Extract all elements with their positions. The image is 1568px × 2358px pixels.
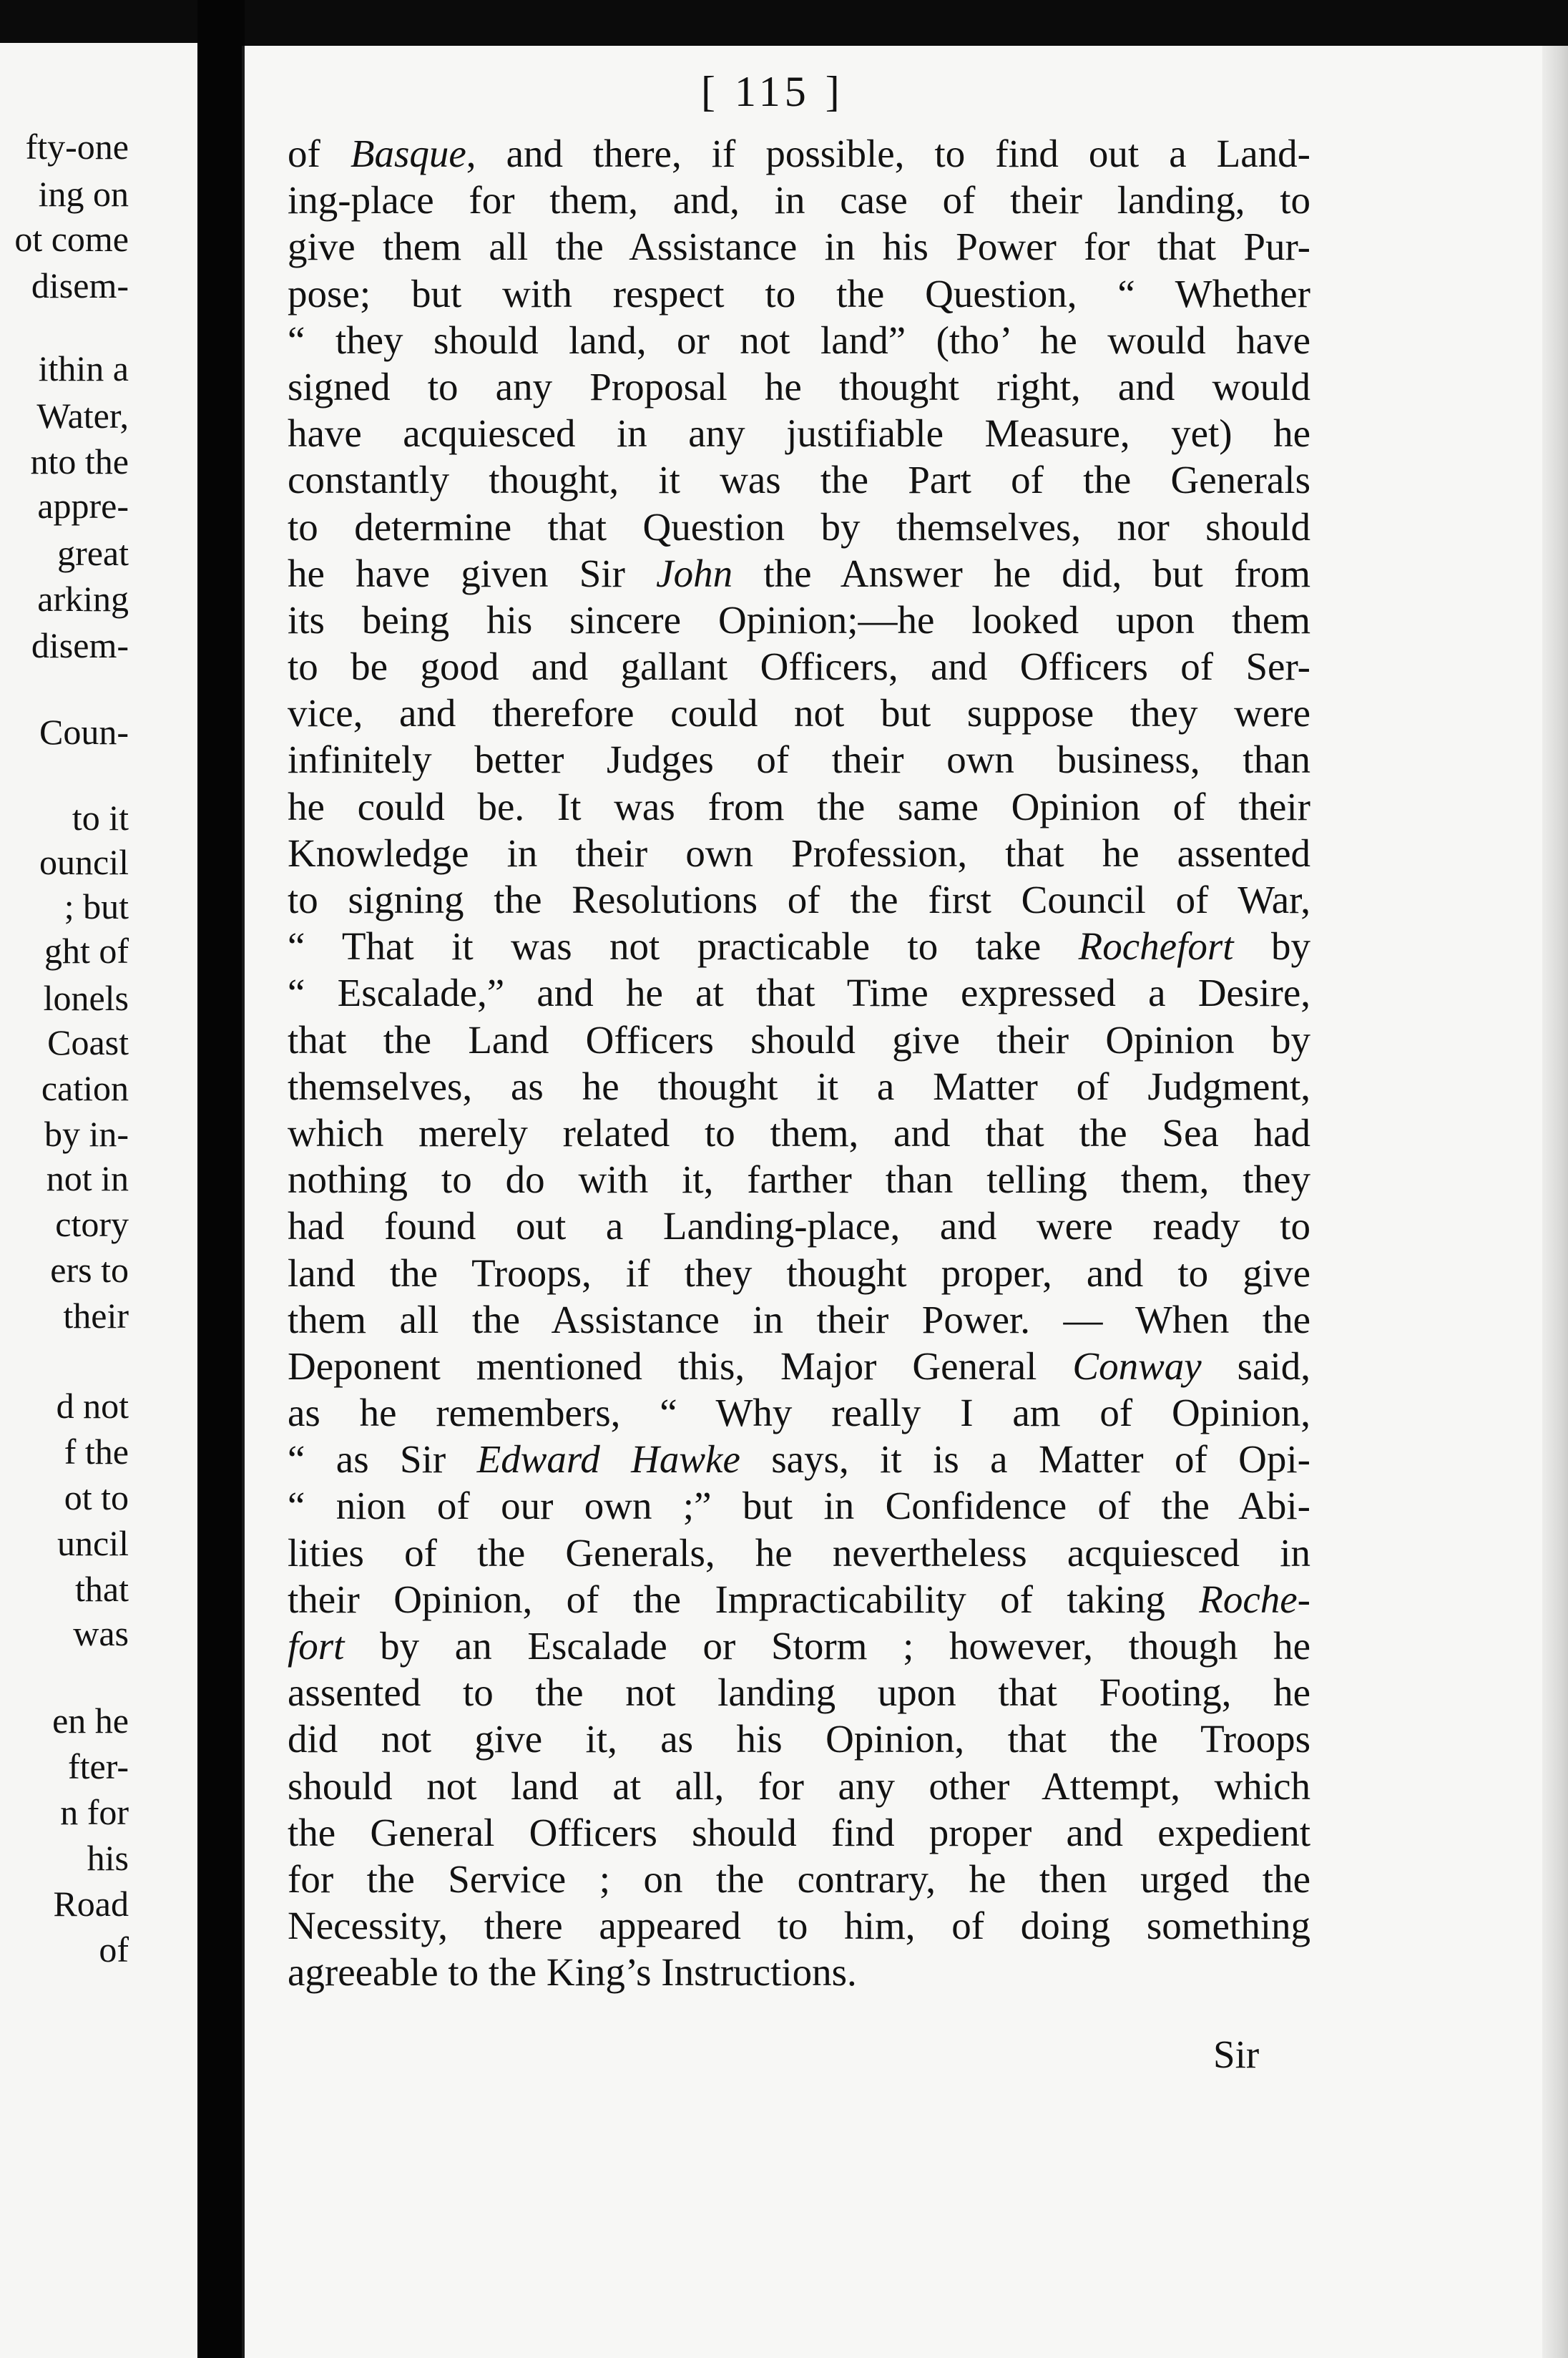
text-line — [288, 1809, 1310, 1856]
text-line — [288, 1250, 1310, 1296]
text-line — [288, 456, 1310, 503]
text-segment: had found out a Landing-place, and were ready to — [288, 1204, 1310, 1248]
text-segment: constantly thought, it was the Part of the Generals — [288, 458, 1310, 502]
left-page-line: of — [99, 1929, 129, 1970]
left-page-line: disem- — [31, 265, 129, 305]
text-segment: give them all the Assistance in his Power for that Pur- — [288, 225, 1310, 269]
text-segment: he have given Sir — [288, 551, 657, 595]
text-segment: vice, and therefore could not but suppose they were — [288, 691, 1310, 735]
text-segment: to be good and gallant Officers, and Officers of Ser- — [288, 645, 1310, 689]
text-line — [288, 1669, 1310, 1716]
text-line — [288, 1203, 1310, 1249]
left-page-line: ght of — [44, 931, 129, 971]
text-line — [288, 1389, 1310, 1436]
left-page-line: Coast — [47, 1022, 129, 1062]
italic-text: Basque — [350, 132, 466, 175]
text-line — [288, 969, 1310, 1016]
left-page-line: n for — [60, 1792, 129, 1832]
left-page-line: nto the — [30, 441, 129, 481]
text-segment: as he remembers, “ Why really I am of Opinion, — [288, 1391, 1310, 1435]
right-page — [242, 46, 1568, 2358]
left-page-line: lonels — [43, 978, 129, 1018]
text-line — [288, 1763, 1310, 1809]
text-segment: them all the Assistance in their Power. — When the — [288, 1297, 1310, 1341]
text-segment: assented to the not landing upon that Footing, he — [288, 1670, 1310, 1715]
text-line — [288, 1716, 1310, 1762]
page-number: [ 115 ] — [701, 68, 844, 115]
text-line — [288, 876, 1310, 923]
text-line — [288, 410, 1310, 456]
left-page-line: was — [73, 1613, 129, 1653]
text-segment: to signing the Resolutions of the first Council of War, — [288, 878, 1310, 921]
left-page-line: that — [75, 1569, 129, 1609]
left-page-line: arking — [37, 579, 129, 619]
left-page-line: uncil — [57, 1523, 129, 1563]
text-segment: land the Troops, if they thought proper, and to give — [288, 1251, 1310, 1295]
text-segment: pose; but with respect to the Question, “ Whether — [288, 271, 1310, 315]
left-facing-page — [0, 43, 200, 2358]
text-line — [288, 1530, 1310, 1576]
italic-text: Rochefort — [1078, 924, 1234, 969]
text-line — [288, 550, 1310, 597]
left-page-line: ot to — [64, 1477, 129, 1517]
text-segment: their Opinion, of the Impracticability of taking — [288, 1577, 1200, 1621]
text-line — [288, 1902, 1310, 1949]
left-page-line: not in — [46, 1158, 129, 1198]
text-segment: “ nion of our own ;” but in Confidence of the Abi- — [288, 1484, 1310, 1528]
text-segment: should not land at all, for any other Attempt, which — [288, 1763, 1310, 1808]
text-segment: Deponent mentioned this, Major General — [288, 1344, 1073, 1388]
text-line — [288, 1576, 1310, 1623]
text-segment: nothing to do with it, farther than telling them, they — [288, 1158, 1310, 1202]
left-page-line: Coun- — [39, 712, 129, 752]
text-segment: did not give it, as his Opinion, that the Troops — [288, 1717, 1310, 1761]
left-page-line: ithin a — [38, 348, 129, 388]
text-line — [288, 1156, 1310, 1203]
text-line — [288, 1436, 1310, 1482]
left-page-line: ing on — [38, 174, 129, 214]
text-line — [288, 223, 1310, 270]
text-segment: infinitely better Judges of their own business, than — [288, 738, 1310, 782]
page-edge — [1542, 46, 1568, 2358]
left-page-line: ers to — [50, 1250, 129, 1290]
text-segment: Knowledge in their own Profession, that he assented — [288, 831, 1310, 875]
text-line — [288, 1856, 1310, 1902]
text-line — [288, 363, 1310, 410]
text-line — [288, 1623, 1310, 1669]
text-line — [288, 1063, 1310, 1110]
text-segment: of — [288, 132, 351, 175]
text-segment: says, it is a Matter of Opi- — [740, 1437, 1310, 1482]
left-page-line: ; but — [64, 886, 129, 926]
text-line — [288, 1482, 1310, 1529]
text-segment: lities of the Generals, he nevertheless acquiesced in — [288, 1530, 1310, 1575]
text-segment: he could be. It was from the same Opinion of their — [288, 784, 1310, 828]
left-page-line: disem- — [31, 625, 129, 665]
book-gutter — [197, 0, 245, 2358]
text-line — [288, 1343, 1310, 1389]
left-page-line: ot come — [14, 219, 129, 259]
text-segment: its being his sincere Opinion;—he looked upon them — [288, 597, 1310, 642]
text-segment: themselves, as he thought it a Matter of Judgment, — [288, 1064, 1310, 1108]
text-line — [288, 270, 1310, 317]
text-line — [288, 597, 1310, 643]
text-line — [288, 1296, 1310, 1343]
italic-text: Roche- — [1199, 1577, 1310, 1621]
text-segment: agreeable to the King’s Instructions. — [288, 1950, 857, 1995]
text-segment: that the Land Officers should give their Opinion by — [288, 1017, 1310, 1062]
text-line — [288, 1110, 1310, 1156]
left-page-line: cation — [41, 1068, 129, 1108]
left-page-line: f the — [64, 1432, 129, 1472]
left-page-line: his — [87, 1838, 129, 1878]
text-line — [288, 830, 1310, 876]
text-segment: which merely related to them, and that the Sea had — [288, 1110, 1310, 1155]
left-page-line: ctory — [55, 1204, 129, 1244]
text-segment: Necessity, there appeared to him, of doing something — [288, 1904, 1310, 1948]
left-page-line: Water, — [36, 396, 129, 436]
text-segment: , and there, if possible, to find out a Land- — [466, 132, 1310, 175]
text-line — [288, 130, 1310, 177]
left-page-line: fter- — [67, 1746, 129, 1786]
left-page-line: by in- — [44, 1114, 129, 1154]
left-page-line: fty-one — [25, 127, 129, 167]
body-text — [288, 130, 1310, 1996]
text-segment: for the Service ; on the contrary, he then urged the — [288, 1856, 1310, 1901]
text-segment: “ they should land, or not land” (tho’ he would have — [288, 318, 1310, 362]
left-page-line: their — [63, 1296, 129, 1336]
italic-text: John — [656, 551, 733, 595]
text-line — [288, 317, 1310, 363]
text-line — [288, 504, 1310, 550]
text-segment: have acquiesced in any justifiable Measure, yet) he — [288, 411, 1310, 456]
left-page-line: d not — [56, 1386, 129, 1426]
left-page-line: Road — [53, 1884, 129, 1924]
text-segment: “ That it was not practicable to take — [288, 924, 1079, 969]
text-line — [288, 1949, 1310, 1995]
text-line — [288, 690, 1310, 736]
text-segment: the General Officers should find proper and expedient — [288, 1810, 1310, 1854]
italic-text: Conway — [1072, 1344, 1202, 1388]
text-segment: the Answer he did, but from — [732, 551, 1310, 595]
text-line — [288, 1017, 1310, 1063]
text-segment: to determine that Question by themselves, nor should — [288, 504, 1310, 549]
left-page-line: appre- — [37, 486, 129, 526]
text-segment: by an Escalade or Storm ; however, though he — [344, 1624, 1310, 1668]
text-line — [288, 783, 1310, 830]
text-line — [288, 736, 1310, 783]
italic-text: Edward Hawke — [476, 1437, 740, 1482]
left-page-line: great — [57, 533, 129, 573]
text-line — [288, 923, 1310, 969]
catchword: Sir — [1213, 2032, 1260, 2076]
left-page-line: ouncil — [39, 842, 129, 882]
left-page-line: en he — [52, 1701, 129, 1741]
text-segment: ing-place for them, and, in case of their landing, to — [288, 178, 1310, 222]
text-segment: signed to any Proposal he thought right, and would — [288, 364, 1310, 409]
left-page-line: to it — [72, 798, 129, 838]
italic-text: fort — [288, 1624, 345, 1668]
text-segment: “ Escalade,” and he at that Time expressed a Desire, — [288, 971, 1310, 1015]
text-line — [288, 643, 1310, 690]
text-line — [288, 177, 1310, 223]
text-segment: by — [1233, 924, 1310, 969]
text-segment: said, — [1201, 1344, 1310, 1388]
text-segment: “ as Sir — [288, 1437, 477, 1482]
